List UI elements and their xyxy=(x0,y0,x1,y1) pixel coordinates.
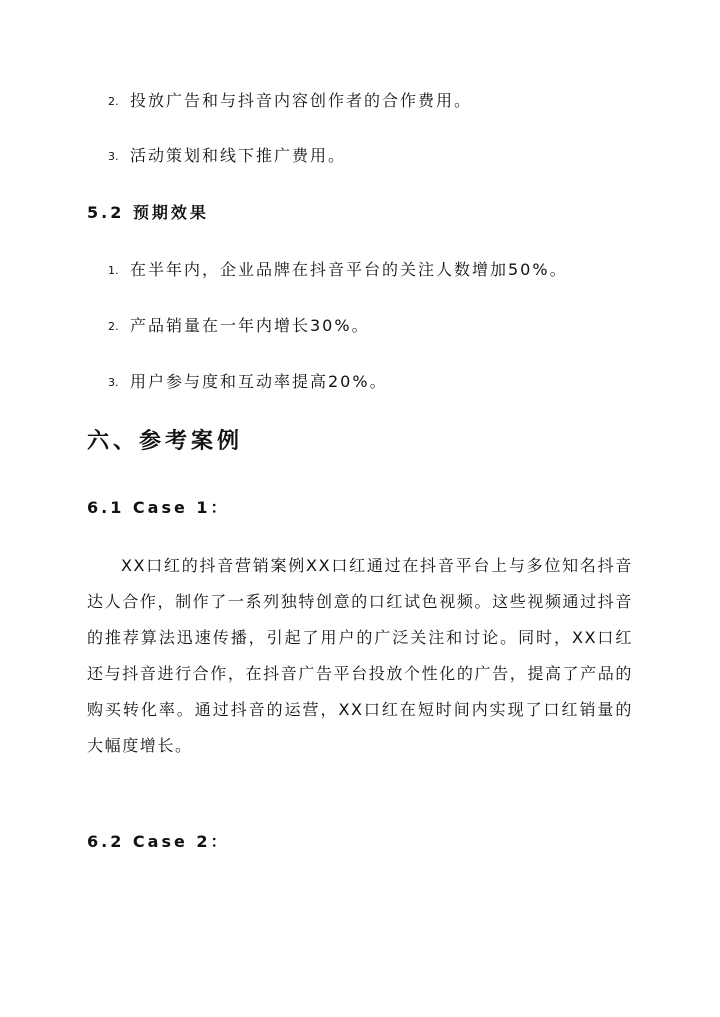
list-item xyxy=(108,372,388,393)
list-number: 2. xyxy=(108,94,119,108)
list-item xyxy=(108,91,472,112)
list-text: 用户参与度和互动率提高20%。 xyxy=(130,372,388,391)
list-number: 1. xyxy=(108,263,119,277)
list-text: 产品销量在一年内增长30%。 xyxy=(130,316,370,335)
list-number: 3. xyxy=(108,375,119,389)
case-1-paragraph: XX口红的抖音营销案例XX口红通过在抖音平台上与多位知名抖音达人合作，制作了一系列独特创意的口红试色视频。这些视频通过抖音的推荐算法迅速传播，引起了用户的广泛关注和讨论。同时，XX口红还与抖音进行合作，在抖音广告平台投放个性化的广告，提高了产品的购买转化率。通过抖音的运营，XX口红在短时间内实现了口红销量的大幅度增长。 xyxy=(87,556,633,755)
list-item xyxy=(108,316,370,337)
list-text: 活动策划和线下推广费用。 xyxy=(130,146,347,165)
list-number: 3. xyxy=(108,149,119,163)
list-item xyxy=(108,146,346,167)
section-6-heading: 六、参考案例 xyxy=(87,429,244,454)
list-number: 2. xyxy=(108,319,119,333)
case-2-heading: 6.2 Case 2： xyxy=(87,832,230,851)
section-5-2-heading: 5.2 预期效果 xyxy=(87,203,209,222)
list-item xyxy=(108,260,568,281)
list-text: 投放广告和与抖音内容创作者的合作费用。 xyxy=(130,91,473,110)
case-1-heading: 6.1 Case 1： xyxy=(87,498,230,517)
list-text: 在半年内，企业品牌在抖音平台的关注人数增加50%。 xyxy=(130,260,568,279)
